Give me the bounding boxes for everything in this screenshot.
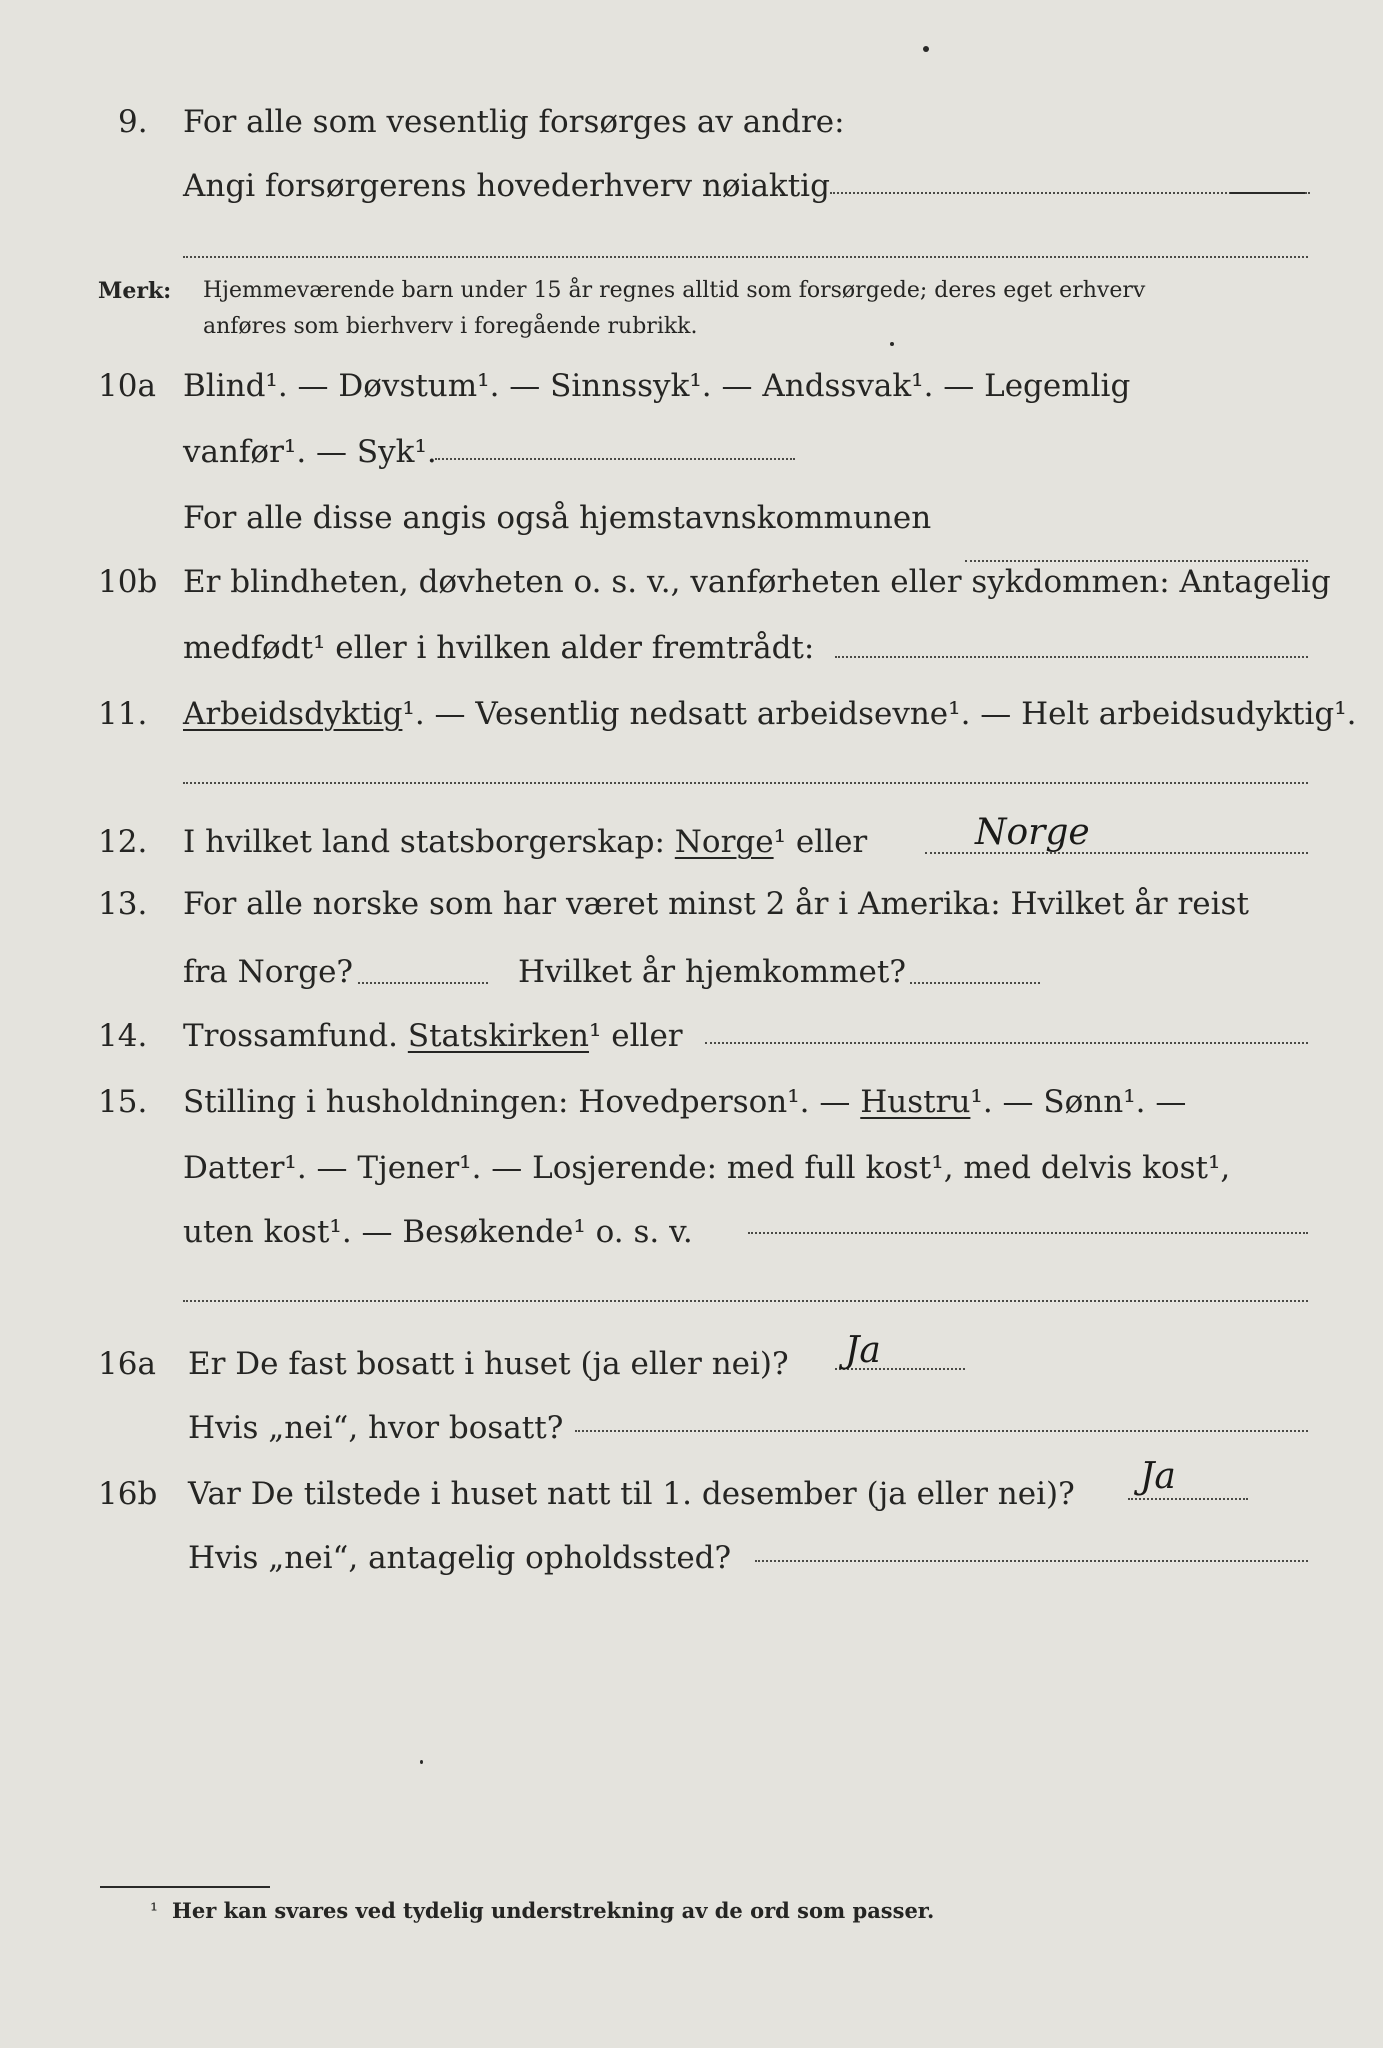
q12-number: 12. — [98, 824, 148, 860]
q9-second-line[interactable] — [183, 256, 1308, 258]
q10b-line2: medfødt¹ eller i hvilken alder fremtrådt: — [183, 630, 815, 666]
q15-line1a: Stilling i husholdningen: Hovedperson¹. — — [183, 1084, 851, 1120]
q15-line2: Datter¹. — Tjener¹. — Losjerende: med full kost¹, med delvis kost¹, — [183, 1150, 1231, 1186]
merk-text-line2: anføres som bierhverv i foregående rubrikk. — [203, 314, 698, 339]
q16b-stay-line[interactable] — [755, 1560, 1308, 1562]
q12-pre: I hvilket land statsborgerskap: — [183, 824, 665, 860]
q14-pre: Trossamfund. — [183, 1018, 398, 1054]
q10a-line1: Blind¹. — Døvstum¹. — Sinnssyk¹. — Andssvak¹. — Legemlig — [183, 368, 1131, 404]
q14-option-statskirken[interactable]: Statskirken — [407, 1018, 589, 1054]
q16a-handwritten-answer: Ja — [845, 1330, 881, 1371]
q16b-line2: Hvis „nei“, antagelig opholdssted? — [188, 1540, 732, 1576]
q15-number: 15. — [98, 1084, 148, 1120]
scan-speck — [420, 1760, 423, 1764]
q15-answer-line[interactable] — [748, 1232, 1308, 1234]
q15-line1b: ¹. — Sønn¹. — — [970, 1084, 1187, 1120]
q10a-municipality-line[interactable] — [965, 560, 1308, 562]
line-end — [1230, 192, 1305, 194]
q14-number: 14. — [98, 1018, 148, 1054]
q11-number: 11. — [98, 696, 148, 732]
q13-line2b: Hvilket år hjemkommet? — [518, 954, 906, 990]
q13-number: 13. — [98, 886, 148, 922]
q15-line1 — [183, 1084, 1186, 1120]
q16a-line1: Er De fast bosatt i huset (ja eller nei)? — [188, 1346, 789, 1382]
q12-option-norge[interactable]: Norge — [674, 824, 774, 860]
footnote-text: Her kan svares ved tydelig understrekning av de ord som passer. — [172, 1898, 935, 1923]
q16b-handwritten-answer: Ja — [1140, 1456, 1176, 1497]
q16a-number: 16a — [98, 1346, 156, 1382]
q16b-number: 16b — [98, 1476, 158, 1512]
merk-text-line1: Hjemmeværende barn under 15 år regnes alltid som forsørgede; deres eget erhverv — [203, 278, 1146, 303]
q10a-number: 10a — [98, 368, 156, 404]
q9-number: 9. — [118, 104, 148, 140]
q10b-number: 10b — [98, 564, 158, 600]
q10b-line1: Er blindheten, døvheten o. s. v., vanførheten eller sykdommen: Antagelig — [183, 564, 1331, 600]
q14-answer-line[interactable] — [705, 1042, 1308, 1044]
scan-speck — [890, 342, 894, 346]
q11-option-underlined[interactable]: Arbeidsdyktig — [183, 696, 403, 732]
q13-line2a: fra Norge? — [183, 954, 354, 990]
q11-answer-line[interactable] — [183, 782, 1308, 784]
q13-return-line[interactable] — [910, 982, 1040, 984]
q16a-line2: Hvis „nei“, hvor bosatt? — [188, 1410, 564, 1446]
q9-text: For alle som vesentlig forsørges av andre: — [183, 104, 845, 140]
scan-speck — [923, 46, 929, 52]
q12-handwritten-answer: Norge — [975, 812, 1090, 853]
merk-label: Merk: — [98, 278, 172, 304]
q16b-line1: Var De tilstede i huset natt til 1. desember (ja eller nei)? — [188, 1476, 1075, 1512]
q9-subtext: Angi forsørgerens hovederhverv nøiaktig — [183, 168, 830, 204]
q15-option-hustru[interactable]: Hustru — [860, 1084, 971, 1120]
q16a-residence-line[interactable] — [575, 1430, 1308, 1432]
q16b-answer-line[interactable] — [1128, 1498, 1248, 1500]
q15-line3: uten kost¹. — Besøkende¹ o. s. v. — [183, 1214, 693, 1250]
q10a-line3: For alle disse angis også hjemstavnskommunen — [183, 500, 932, 536]
q13-line1: For alle norske som har været minst 2 år i Amerika: Hvilket år reist — [183, 886, 1249, 922]
q11-rest: ¹. — Vesentlig nedsatt arbeidsevne¹. — Helt arbeidsudyktig¹. — [402, 696, 1357, 732]
q12-text — [183, 824, 867, 860]
q10a-line2: vanfør¹. — Syk¹. — [183, 434, 437, 470]
footnote-mark: ¹ — [150, 1898, 159, 1922]
q10a-answer-line[interactable] — [435, 458, 795, 460]
q13-departure-line[interactable] — [358, 982, 488, 984]
q10b-answer-line[interactable] — [835, 656, 1308, 658]
q15-second-line[interactable] — [183, 1300, 1308, 1302]
q12-post: ¹ eller — [773, 824, 868, 860]
footnote-rule — [100, 1886, 270, 1888]
q14-text — [183, 1018, 683, 1054]
q11-text — [183, 696, 1357, 732]
q14-post: ¹ eller — [588, 1018, 683, 1054]
